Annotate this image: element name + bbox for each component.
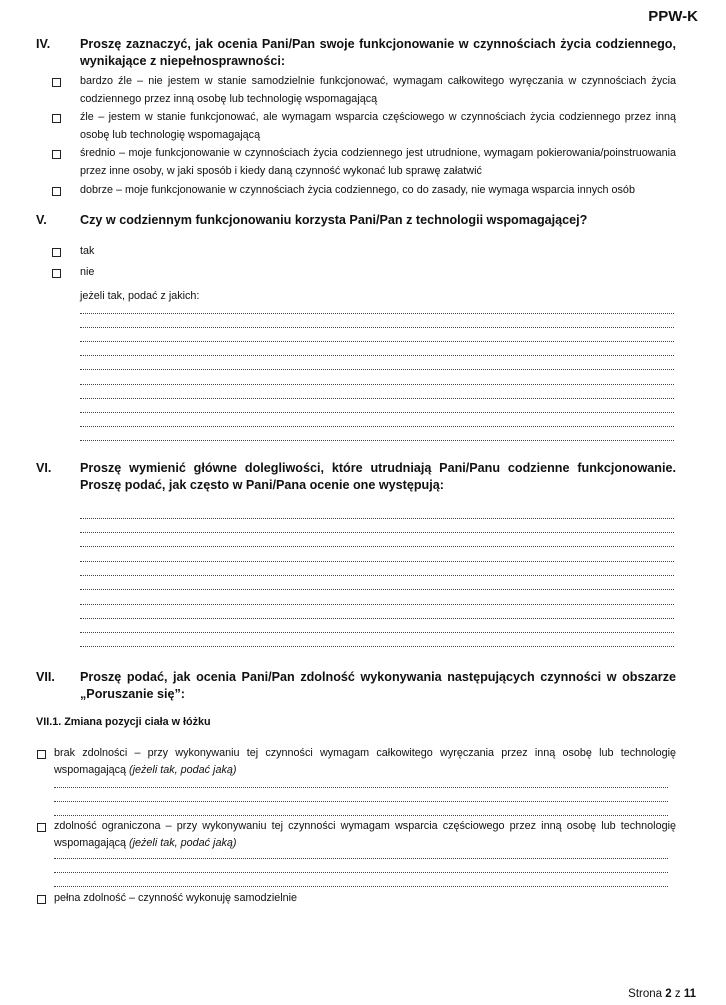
answer-line[interactable]	[80, 589, 674, 590]
answer-line[interactable]	[54, 872, 668, 873]
answer-line[interactable]	[80, 604, 674, 605]
answer-line[interactable]	[80, 561, 674, 562]
section-number: VII.	[36, 670, 55, 684]
answer-line[interactable]	[80, 646, 674, 647]
answer-line[interactable]	[80, 440, 674, 441]
section-question: Proszę zaznaczyć, jak ocenia Pani/Pan swoje funkcjonowanie w czynnościach życia codziennego, wynikające z niepełnosprawności:	[80, 37, 676, 68]
answer-line[interactable]	[80, 546, 674, 547]
answer-line[interactable]	[54, 787, 668, 788]
section-question: Czy w codziennym funkcjonowaniu korzysta Pani/Pan z technologii wspomagającej?	[80, 213, 588, 227]
answer-line[interactable]	[54, 886, 668, 887]
option-label: tak	[80, 245, 95, 257]
answer-line[interactable]	[80, 384, 674, 385]
checkbox[interactable]	[52, 269, 61, 278]
section-question: Proszę wymienić główne dolegliwości, które utrudniają Pani/Panu codzienne funkcjonowanie. Proszę podać, jak często w Pani/Pana ocenie one występują:	[80, 461, 676, 492]
answer-line[interactable]	[80, 369, 674, 370]
section-question: Proszę podać, jak ocenia Pani/Pan zdolność wykonywania następujących czynności w obszarze „Poruszanie się”:	[80, 670, 676, 701]
option-label: dobrze – moje funkcjonowanie w czynnościach życia codziennego, co do zasady, nie wymaga wsparcia innych osób	[80, 184, 635, 196]
answer-line[interactable]	[80, 618, 674, 619]
answer-line[interactable]	[80, 532, 674, 533]
form-code: PPW-K	[648, 8, 698, 25]
checkbox[interactable]	[52, 150, 61, 159]
answer-line[interactable]	[80, 426, 674, 427]
section-number: V.	[36, 213, 47, 227]
checkbox[interactable]	[52, 187, 61, 196]
answer-line[interactable]	[80, 355, 674, 356]
option-note: (jeżeli tak, podać jaką)	[129, 764, 237, 776]
checkbox[interactable]	[52, 78, 61, 87]
answer-line[interactable]	[80, 412, 674, 413]
option-label: bardzo źle – nie jestem w stanie samodzielnie funkcjonować, wymagam całkowitego wyręczania w czynnościach życia codziennego przez inną osobę lub technologię wspomagającą	[80, 75, 676, 105]
section-number: IV.	[36, 37, 51, 51]
option-label: brak zdolności – przy wykonywaniu tej czynności wymagam całkowitego wyręczania przez inną osobę lub technologię wspomagającą (jeżeli tak, podać jaką)	[54, 747, 676, 776]
checkbox[interactable]	[37, 823, 46, 832]
checkbox[interactable]	[52, 114, 61, 123]
option-label: średnio – moje funkcjonowanie w czynnościach życia codziennego jest utrudnione, wymagam pokierowania/poinstruowania przez inne osoby, w jaki sposób i kiedy daną czynność wykonać lub sprawę załatwić	[80, 147, 676, 177]
answer-line[interactable]	[54, 858, 668, 859]
answer-line[interactable]	[80, 341, 674, 342]
option-label: nie	[80, 266, 95, 278]
option-label: źle – jestem w stanie funkcjonować, ale wymagam wsparcia częściowego w czynnościach życia codziennego przez inną osobę lub technologię wspomagającą	[80, 111, 676, 141]
option-label: zdolność ograniczona – przy wykonywaniu tej czynności wymagam wsparcia częściowego przez inną osobę lub technologię wspomagającą (jeżeli tak, podać jaką)	[54, 820, 676, 849]
section-number: VI.	[36, 461, 52, 475]
checkbox[interactable]	[37, 750, 46, 759]
followup-label: jeżeli tak, podać z jakich:	[80, 290, 200, 302]
answer-line[interactable]	[80, 575, 674, 576]
checkbox[interactable]	[37, 895, 46, 904]
answer-line[interactable]	[54, 815, 668, 816]
answer-line[interactable]	[80, 632, 674, 633]
checkbox[interactable]	[52, 248, 61, 257]
option-note: (jeżeli tak, podać jaką)	[129, 837, 237, 849]
answer-line[interactable]	[80, 518, 674, 519]
answer-line[interactable]	[80, 327, 674, 328]
page-number: Strona 2 z 11	[628, 988, 696, 1000]
answer-line[interactable]	[80, 398, 674, 399]
answer-line[interactable]	[54, 801, 668, 802]
option-label: pełna zdolność – czynność wykonuję samodzielnie	[54, 892, 298, 904]
answer-line[interactable]	[80, 313, 674, 314]
subsection-title: VII.1. Zmiana pozycji ciała w łóżku	[36, 716, 211, 728]
